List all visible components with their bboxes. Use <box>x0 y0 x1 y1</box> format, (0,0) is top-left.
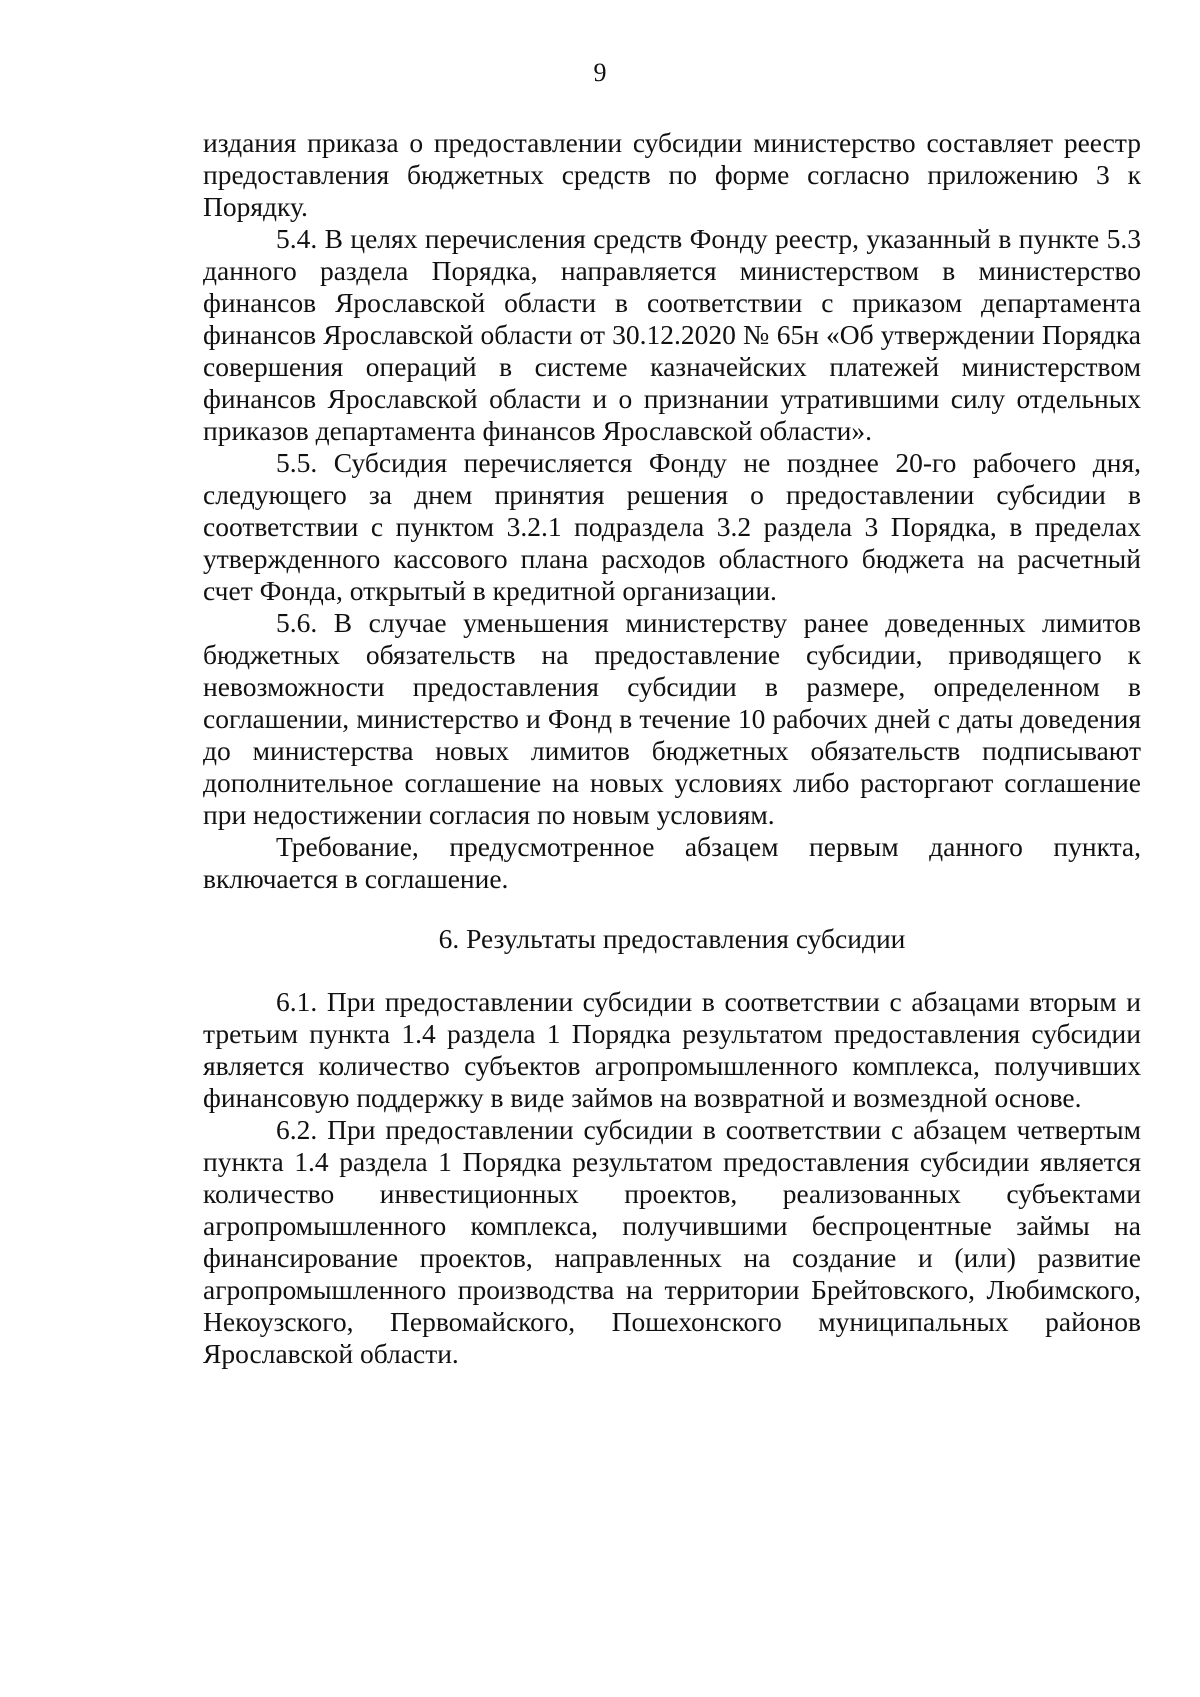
paragraph-5-5: 5.5. Субсидия перечисляется Фонду не позднее 20-го рабочего дня, следующего за днем принятия решения о предоставлении субсидии в соответствии с пунктом 3.2.1 подраздела 3.2 раздела 3 Порядка, в пределах утвержденного кассового плана расходов областного бюджета на расчетный счет Фонда, открытый в кредитной организации. <box>203 447 1141 606</box>
paragraph-requirement: Требование, предусмотренное абзацем первым данного пункта, включается в соглашение. <box>203 831 1141 894</box>
page-number: 9 <box>593 58 607 87</box>
paragraph-5-4: 5.4. В целях перечисления средств Фонду реестр, указанный в пункте 5.3 данного раздела Порядка, направляется министерством в министерство финансов Ярославской области в соответствии с приказом департамента финансов Ярославской области от 30.12.2020 № 65н «Об утверждении Порядка совершения операций в системе казначейских платежей министерством финансов Ярославской области и о признании утратившими силу отдельных приказов департамента финансов Ярославской области». <box>203 223 1141 446</box>
document-body <box>203 127 1141 1370</box>
paragraph-continuation: издания приказа о предоставлении субсидии министерство составляет реестр предоставления бюджетных средств по форме согласно приложению 3 к Порядку. <box>203 127 1141 222</box>
paragraph-6-1: 6.1. При предоставлении субсидии в соответствии с абзацами вторым и третьим пункта 1.4 раздела 1 Порядка результатом предоставления субсидии является количество субъектов агропромышленного комплекса, получивших финансовую поддержку в виде займов на возвратной и возмездной основе. <box>203 986 1141 1113</box>
section-heading: 6. Результаты предоставления субсидии <box>438 923 906 954</box>
paragraph-5-6: 5.6. В случае уменьшения министерству ранее доведенных лимитов бюджетных обязательств на предоставление субсидии, приводящего к невозможности предоставления субсидии в размере, определенном в соглашении, министерство и Фонд в течение 10 рабочих дней с даты доведения до министерства новых лимитов бюджетных обязательств подписывают дополнительное соглашение на новых условиях либо расторгают соглашение при недостижении согласия по новым условиям. <box>203 607 1141 830</box>
paragraph-6-2: 6.2. При предоставлении субсидии в соответствии с абзацем четвертым пункта 1.4 раздела 1 Порядка результатом предоставления субсидии является количество инвестиционных проектов, реализованных субъектами агропромышленного комплекса, получившими беспроцентные займы на финансирование проектов, направленных на создание и (или) развитие агропромышленного производства на территории Брейтовского, Любимского, Некоузского, Первомайского, Пошехонского муниципальных районов Ярославской области. <box>203 1114 1141 1369</box>
